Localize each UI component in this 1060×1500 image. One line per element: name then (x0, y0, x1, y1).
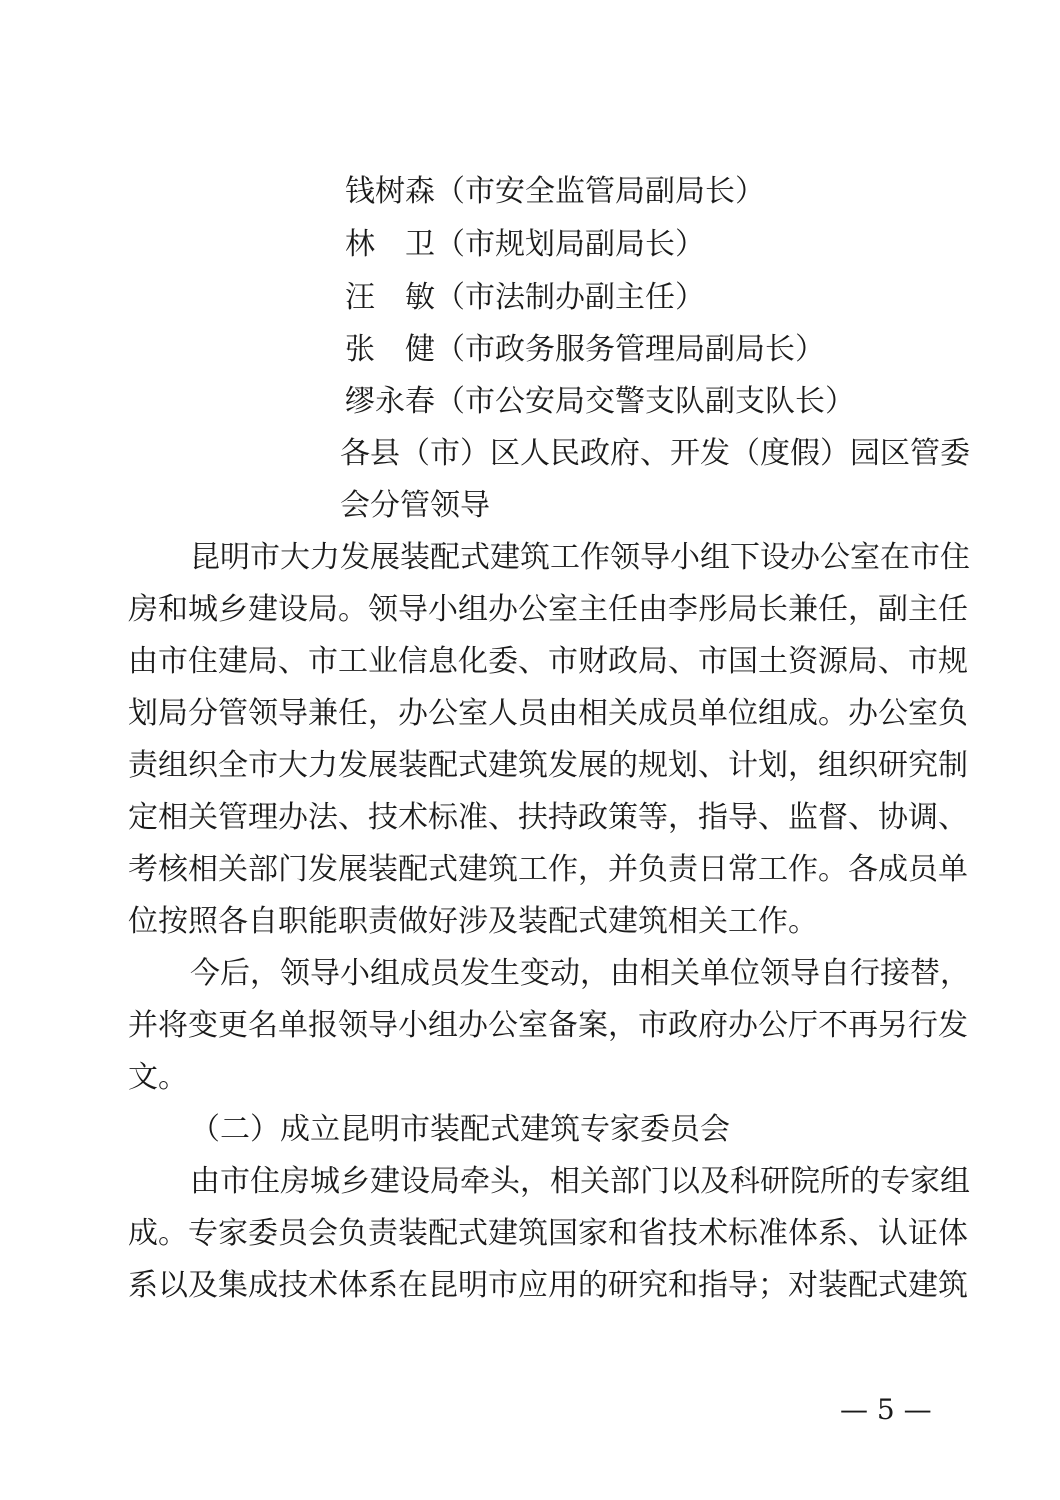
member-role: （市政务服务管理局副局长） (435, 332, 825, 367)
member-line-1 (345, 172, 765, 212)
member-role: （市安全监管局副局长） (435, 174, 765, 209)
member-name: 钱树森 (345, 174, 435, 209)
member-name: 林 卫 (345, 227, 435, 262)
changes-paragraph-line-1: 今后，领导小组成员发生变动，由相关单位领导自行接替， (190, 956, 970, 991)
office-paragraph-line-1: 昆明市大力发展装配式建筑工作领导小组下设办公室在市住 (190, 540, 970, 575)
member-name: 汪 敏 (345, 280, 435, 315)
member-line-4 (345, 330, 825, 370)
section-heading: （二）成立昆明市装配式建筑专家委员会 (190, 1112, 730, 1147)
changes-paragraph-line-2: 并将变更名单报领导小组办公室备案，市政府办公厅不再另行发 (128, 1008, 968, 1043)
experts-paragraph-line-1: 由市住房城乡建设局牵头，相关部门以及科研院所的专家组 (190, 1164, 970, 1199)
experts-paragraph-line-2: 成。专家委员会负责装配式建筑国家和省技术标准体系、认证体 (128, 1216, 968, 1251)
member-name: 缪永春 (345, 384, 435, 419)
experts-paragraph-line-3: 系以及集成技术体系在昆明市应用的研究和指导；对装配式建筑 (128, 1268, 968, 1303)
member-name: 张 健 (345, 332, 435, 367)
member-role: （市公安局交警支队副支队长） (435, 384, 855, 419)
county-leaders-line-2: 会分管领导 (340, 488, 490, 523)
member-role: （市法制办副主任） (435, 280, 705, 315)
office-paragraph-line-5: 责组织全市大力发展装配式建筑发展的规划、计划，组织研究制 (128, 748, 968, 783)
changes-paragraph-line-3: 文。 (128, 1060, 188, 1095)
member-role: （市规划局副局长） (435, 227, 705, 262)
page-number: — 5 — (840, 1393, 932, 1426)
county-leaders-line-1: 各县（市）区人民政府、开发（度假）园区管委 (340, 436, 970, 471)
office-paragraph-line-2: 房和城乡建设局。领导小组办公室主任由李彤局长兼任，副主任 (128, 592, 968, 627)
office-paragraph-line-4: 划局分管领导兼任，办公室人员由相关成员单位组成。办公室负 (128, 696, 968, 731)
member-line-2 (345, 225, 705, 265)
member-line-5 (345, 382, 855, 422)
office-paragraph-line-6: 定相关管理办法、技术标准、扶持政策等，指导、监督、协调、 (128, 800, 968, 835)
office-paragraph-line-7: 考核相关部门发展装配式建筑工作，并负责日常工作。各成员单 (128, 852, 968, 887)
office-paragraph-line-3: 由市住建局、市工业信息化委、市财政局、市国土资源局、市规 (128, 644, 968, 679)
member-line-3 (345, 278, 705, 318)
office-paragraph-line-8: 位按照各自职能职责做好涉及装配式建筑相关工作。 (128, 904, 818, 939)
